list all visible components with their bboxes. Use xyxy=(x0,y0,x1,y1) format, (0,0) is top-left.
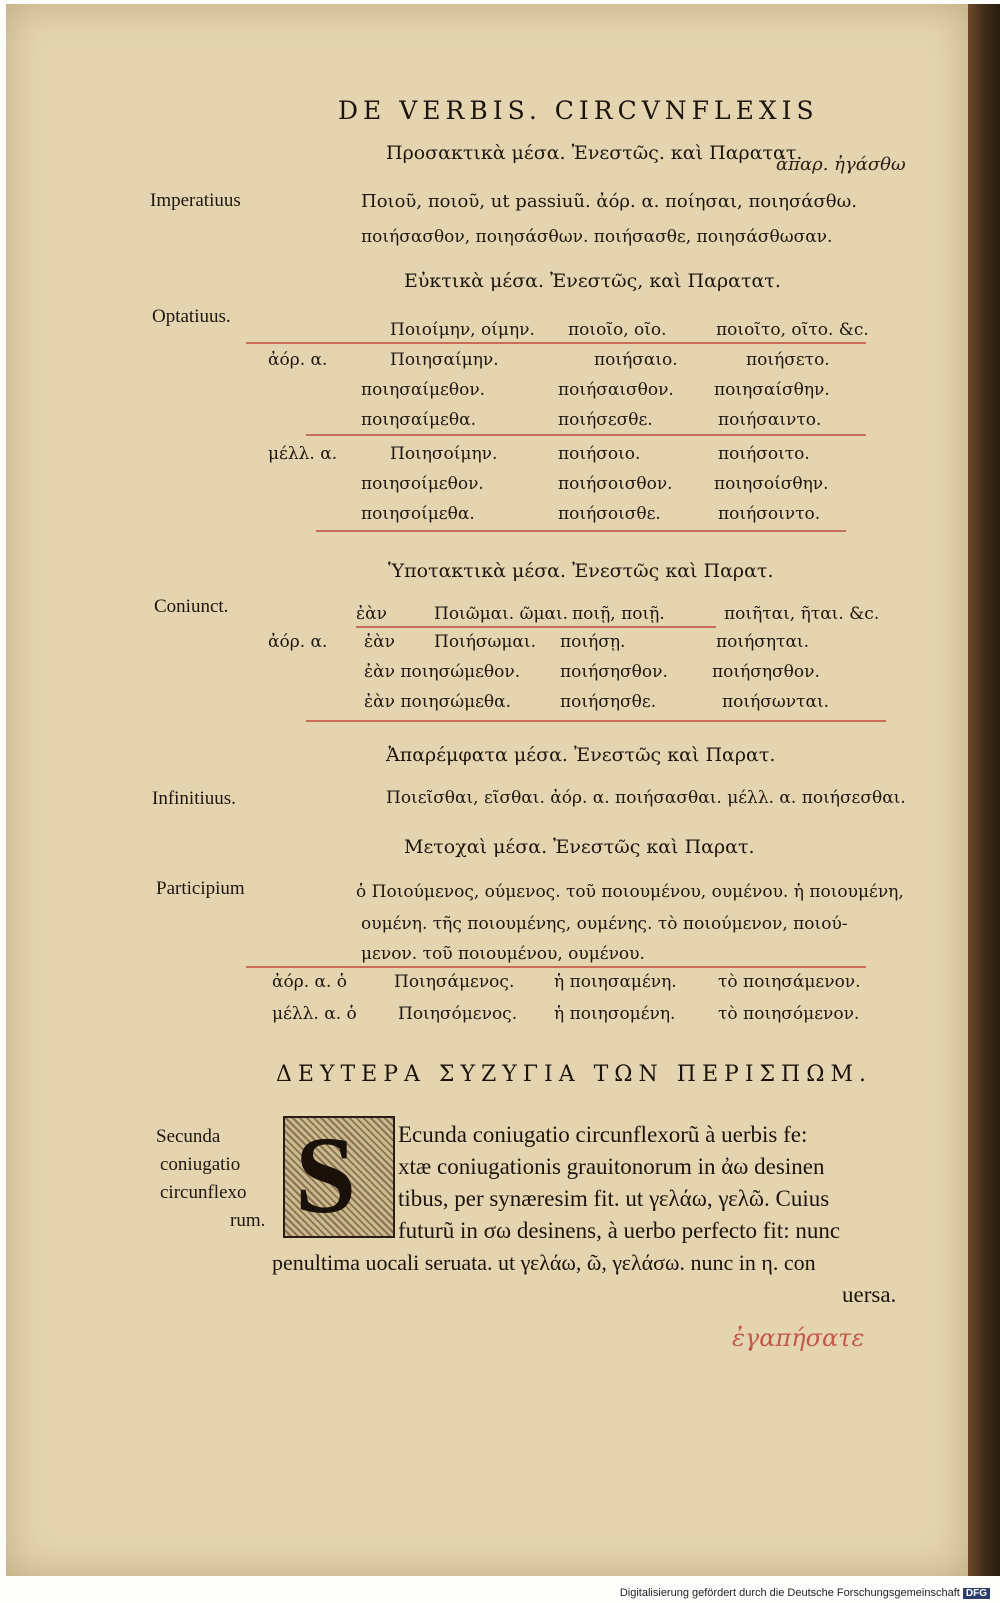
imperative-heading: Προσακτικὰ μέσα. Ἐνεστῶς. καὶ Παρατατ. xyxy=(386,142,803,164)
participle-aorist-c0: ἀόρ. α. ὁ xyxy=(272,972,348,992)
side-label-line-4: rum. xyxy=(230,1210,266,1231)
optative-row-head-c2: ποιοῖο, οῖο. xyxy=(568,320,667,340)
subjunctive-aorist-r1-c1: Ποιήσωμαι. xyxy=(434,632,536,652)
subjunctive-head-c3: ποιῆται, ῆται. &c. xyxy=(724,604,880,624)
subjunctive-aorist-r2-c3: ποιήσησθον. xyxy=(712,662,820,682)
subjunctive-aorist-r3-c0: ἐὰν ποιησώμεθα. xyxy=(364,692,512,712)
optative-aorist-r2-c3: ποιησαίσθην. xyxy=(714,380,830,400)
latin-line-6: uersa. xyxy=(842,1282,897,1307)
optative-future-r2-c2: ποιήσοισθον. xyxy=(558,474,673,494)
optative-aorist-r3-c3: ποιήσαιντο. xyxy=(718,410,822,430)
optative-aorist-r3-c2: ποιήσεσθε. xyxy=(558,410,653,430)
participle-future-c3: τὸ ποιησόμενον. xyxy=(718,1004,860,1024)
book-page xyxy=(6,4,968,1576)
subjunctive-aorist-r1-c3: ποιήσηται. xyxy=(716,632,810,652)
margin-label-imperative: Imperatiuus xyxy=(150,190,241,211)
imperative-line-1: Ποιοῦ, ποιοῦ, ut passiuũ. ἀόρ. α. ποίησαι, ποιησάσθω. xyxy=(361,191,857,212)
optative-future-r3-c2: ποιήσοισθε. xyxy=(558,504,661,524)
red-underline xyxy=(246,966,866,968)
subjunctive-head-c2: ποιῇ, ποιῇ. xyxy=(572,604,665,624)
margin-label-subjunctive: Coniunct. xyxy=(154,596,229,617)
optative-aorist-r2-c1: ποιησαίμεθον. xyxy=(361,380,486,400)
infinitive-heading: Ἀπαρέμφατα μέσα. Ἐνεστῶς καὶ Παρατ. xyxy=(386,744,776,766)
subjunctive-head-c1: Ποιῶμαι. ῶμαι. xyxy=(434,604,569,624)
participle-future-c0: μέλλ. α. ὁ xyxy=(272,1004,357,1024)
optative-aorist-r1-c3: ποιήσετο. xyxy=(746,350,830,370)
optative-aorist-label: ἀόρ. α. xyxy=(268,350,328,370)
latin-line-2: xtæ coniugationis grauitonorum in ἀω desinen xyxy=(398,1154,825,1179)
latin-line-3: tibus, per synæresim fit. ut γελάω, γελῶ. Cuius xyxy=(398,1186,830,1211)
participle-aorist-c2: ἡ ποιησαμένη. xyxy=(554,972,677,992)
optative-future-r1-c1: Ποιησοίμην. xyxy=(390,444,498,464)
optative-future-r1-c2: ποιήσοιο. xyxy=(558,444,641,464)
participle-aorist-c3: τὸ ποιησάμενον. xyxy=(718,972,861,992)
optative-future-r1-c3: ποιήσοιτο. xyxy=(718,444,810,464)
optative-future-r3-c1: ποιησοίμεθα. xyxy=(361,504,475,524)
optative-aorist-r2-c2: ποιήσαισθον. xyxy=(558,380,674,400)
red-underline xyxy=(316,530,846,532)
subjunctive-aorist-r1-c0: ἐὰν xyxy=(364,632,395,652)
side-label-line-3: circunflexo xyxy=(160,1182,247,1203)
latin-line-4: futurũ in σω desinens, à uerbo perfecto fit: nunc xyxy=(398,1218,841,1243)
red-underline xyxy=(356,626,716,628)
optative-aorist-r3-c1: ποιησαίμεθα. xyxy=(361,410,476,430)
book-binding-edge xyxy=(968,4,1000,1576)
infinitive-line: Ποιεῖσθαι, εῖσθαι. ἀόρ. α. ποιήσασθαι. μέλλ. α. ποιήσεσθαι. xyxy=(386,788,906,808)
subjunctive-aorist-label: ἀόρ. α. xyxy=(268,632,328,652)
red-underline xyxy=(306,720,886,722)
margin-label-optative: Optatiuus. xyxy=(152,306,231,327)
margin-label-participle: Participium xyxy=(156,878,245,899)
subjunctive-aorist-r3-c2: ποιήσησθε. xyxy=(560,692,657,712)
footer-text: Digitalisierung gefördert durch die Deutsche Forschungsgemeinschaft xyxy=(619,1587,960,1599)
red-handwritten-note: ἐγαπήσατε xyxy=(732,1324,865,1352)
optative-future-label: μέλλ. α. xyxy=(268,444,338,464)
participle-future-c1: Ποιησόμενος. xyxy=(398,1004,518,1024)
optative-aorist-r1-c1: Ποιησαίμην. xyxy=(390,350,499,370)
optative-row-head-c1: Ποιοίμην, οίμην. xyxy=(390,320,535,340)
subjunctive-head-c0: ἐὰν xyxy=(356,604,387,624)
participle-aorist-c1: Ποιησάμενος. xyxy=(394,972,515,992)
optative-aorist-r1-c2: ποιήσαιο. xyxy=(594,350,678,370)
subjunctive-heading: Ὑποτακτικὰ μέσα. Ἐνεστῶς καὶ Παρατ. xyxy=(388,560,774,582)
red-underline xyxy=(306,434,866,436)
margin-label-infinitive: Infinitiuus. xyxy=(152,788,236,809)
latin-line-5: penultima uocali seruata. ut γελάω, ῶ, γελάσω. nunc in η. con xyxy=(272,1250,816,1275)
participle-line-2: ουμένη. τῆς ποιουμένης, ουμένης. τὸ ποιούμενον, ποιού- xyxy=(361,914,848,934)
subjunctive-aorist-r2-c0: ἐὰν ποιησώμεθον. xyxy=(364,662,521,682)
section-title: ΔΕΥΤΕΡΑ ΣΥΖΥΓΙΑ ΤΩΝ ΠΕΡΙΣΠΩΜ. xyxy=(276,1062,873,1087)
decorated-initial xyxy=(283,1116,395,1238)
participle-heading: Μετοχαὶ μέσα. Ἐνεστῶς καὶ Παρατ. xyxy=(404,836,755,858)
optative-future-r3-c3: ποιήσοιντο. xyxy=(718,504,821,524)
red-underline xyxy=(246,342,866,344)
participle-line-1: ὁ Ποιούμενος, ούμενος. τοῦ ποιουμένου, ουμένου. ἡ ποιουμένη, xyxy=(356,882,904,902)
running-head: DE VERBIS. CIRCVNFLEXIS xyxy=(338,96,819,125)
imperative-line-2: ποιήσασθον, ποιησάσθων. ποιήσασθε, ποιησάσθωσαν. xyxy=(361,227,833,247)
latin-line-1: Ecunda coniugatio circunflexorũ à uerbis fe: xyxy=(398,1122,808,1147)
participle-future-c2: ἡ ποιησομένη. xyxy=(554,1004,676,1024)
side-label-line-1: Secunda xyxy=(156,1126,221,1147)
side-label-line-2: coniugatio xyxy=(160,1154,241,1175)
subjunctive-aorist-r3-c3: ποιήσωνται. xyxy=(722,692,830,712)
handwritten-annotation-top: ἀπαρ. ἠγάσθω xyxy=(776,154,906,175)
participle-line-3: μενον. τοῦ ποιουμένου, ουμένου. xyxy=(361,944,645,964)
optative-future-r2-c3: ποιησοίσθην. xyxy=(714,474,829,494)
subjunctive-aorist-r2-c2: ποιήσησθον. xyxy=(560,662,668,682)
optative-heading: Εὐκτικὰ μέσα. Ἐνεστῶς, καὶ Παρατατ. xyxy=(404,270,781,292)
optative-row-head-c3: ποιοῖτο, οῖτο. &c. xyxy=(716,320,869,340)
dfg-logo: DFG xyxy=(963,1588,990,1599)
footer-credit xyxy=(620,1587,990,1599)
initial-letter: S xyxy=(295,1114,357,1236)
optative-future-r2-c1: ποιησοίμεθον. xyxy=(361,474,484,494)
subjunctive-aorist-r1-c2: ποιήσῃ. xyxy=(560,632,626,652)
